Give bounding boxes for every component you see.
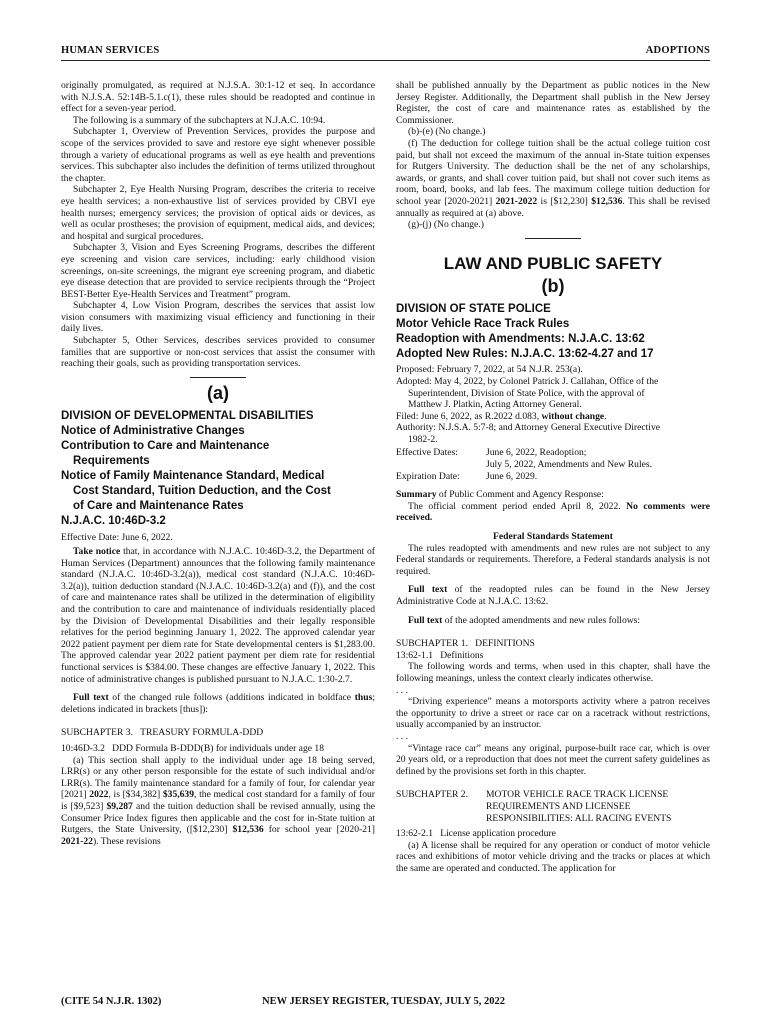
authority-line: Authority: N.J.S.A. 5:7-8; and Attorney General Executive Directive 1982-2. (396, 422, 661, 445)
subchapter-heading: SUBCHAPTER 2. MOTOR VEHICLE RACE TRACK LICENSE REQUIREMENTS AND LICENSEE RESPONSIBILITIES: ALL RACING EVENTS (396, 789, 672, 824)
federal-standards-title: Federal Standards Statement (493, 531, 613, 543)
agency-section-title: LAW AND PUBLIC SAFETY (443, 253, 663, 273)
federal-standards-body: The rules readopted with amendments and new rules are not subject to any Federal standards or requirements. Therefore, a Federal standards analysis is not required. (396, 542, 710, 577)
header-rule (61, 60, 710, 61)
left-column (61, 80, 375, 847)
rule-title: Contribution to Care and Maintenance Requirements (61, 440, 270, 468)
footer-issue: NEW JERSEY REGISTER, TUESDAY, JULY 5, 2022 (262, 996, 506, 1007)
paragraph: Subchapter 2, Eye Health Nursing Program, describes the criteria to receive eye health services; a non-exhaustive list of services provided by CBVI eye health nurses; emergency services; the provision of optical aids or devices, as well as ocular prostheses; the provision of equipment, medical aids, and devices; and hospital and surgical procedures. (61, 184, 375, 242)
ellipsis: . . . (396, 730, 408, 742)
section-heading: 13:62-2.1 License application procedure (396, 828, 556, 840)
section-paragraph: (a) This section shall apply to the individual under age 18 being served, LRR(s) or any other person responsible for the estate of such individual and/or LRR(s). The family maintenance standard for a family of four, for calendar year [2021] 2022, is [$34,382] $35,639, the medical cost standard for a family of four is [$9,523] $9,287 and the tuition deduction shall be revised annually, using the Consumer Price Index figures then applicable and the cost for in-State tuition at Rutgers, the State University, ([$12,230] $12,536 for school year [2020-21] 2021-22). These revisions (61, 754, 376, 847)
subchapter-heading: SUBCHAPTER 3. TREASURY FORMULA-DDD (61, 727, 264, 739)
effective-date: Effective Date: June 6, 2022. (61, 532, 173, 544)
section-separator (525, 238, 581, 239)
paragraph: originally promulgated, as required at N.J.S.A. 30:1-12 et seq. In accordance with N.J.S.A. 52:14B-5.1.c(1), these rules should be readopted and continue in effect for a seven-year period. (61, 80, 375, 115)
notice-heading: Notice of Administrative Changes (61, 425, 245, 438)
paragraph: Subchapter 3, Vision and Eyes Screening Programs, describes the different eye screening and vision care services, including: early childhood vision screenings, on-site screenings, the migrant eye screening program, and diabetic eye disease detection that are provided to service recipients through the “Project BEST-Better Eye-Health Services and Treatment” program. (61, 242, 375, 300)
footer-citation: (CITE 54 N.J.R. 1302) (61, 996, 162, 1007)
section-label-a: (a) (207, 382, 229, 403)
section-paragraph: (a) A license shall be required for any operation or conduct of motor vehicle races and exhibitions of motor vehicle driving and the tracks or places at which the same are operated and conducted. The application for (396, 839, 710, 874)
paragraph: (g)-(j) (No change.) (408, 219, 484, 231)
paragraph: The following is a summary of the subchapters at N.J.A.C. 10:94. (73, 114, 326, 126)
definition: “Driving experience” means a motorsports activity where a patron receives the opportunity to drive a street or race car on a racetrack without restrictions, usually accompanied by an instructor. (396, 696, 710, 731)
paragraph: Subchapter 4, Low Vision Program, describes the services that assist low vision consumers with maximizing visual efficiency and functioning in their daily lives. (61, 300, 375, 335)
proposed-line: Proposed: February 7, 2022, at 54 N.J.R. 253(a). (396, 364, 583, 376)
paragraph: (f) The deduction for college tuition shall be the actual college tuition cost paid, but shall not exceed the maximum of the annual in-State tuition expenses for Rutgers University. The deduction shall be the net of any scholarships, awards, or grants, and shall cover tuition paid, but shall not cover such items as room, board, books, and lab fees. The maximum college tuition deduction for school year [2020-2021] 2021-2022 is [$12,230] $12,536. This shall be revised annually as required at (a) above. (396, 137, 710, 219)
full-text-note: Full text of the adopted amendments and new rules follows: (408, 614, 641, 626)
section-heading: 10:46D-3.2 DDD Formula B-DDD(B) for individuals under age 18 (61, 742, 324, 754)
readoption-heading: Readoption with Amendments: N.J.A.C. 13:62 (396, 333, 645, 346)
ellipsis: . . . (396, 684, 408, 696)
section-separator (190, 377, 246, 378)
division-heading: DIVISION OF DEVELOPMENTAL DISABILITIES (61, 410, 314, 423)
effective-dates: Effective Dates: June 6, 2022, Readoption; July 5, 2022, Amendments and New Rules. Expiration Date: June 6, 2029. (396, 447, 653, 482)
paragraph: Subchapter 5, Other Services, describes services provided to consumer families that are supportive or non-cost services that assist the consumer with reaching their goals, such as providing transportation services. (61, 335, 375, 370)
running-header-right: ADOPTIONS (645, 45, 710, 56)
summary-line: Summary of Public Comment and Agency Response: (396, 489, 604, 501)
adopted-line: Adopted: May 4, 2022, by Colonel Patrick J. Callahan, Office of the Superintendent, Division of State Police, with the approval of Matthew J. Platkin, Acting Attorney General. (396, 375, 659, 411)
paragraph: Subchapter 1, Overview of Prevention Services, provides the purpose and scope of the services provided to save and restore eye sight whenever possible through a variety of educational programs as well as eye health and preventions services. This subchapter also includes the definition of terms utilized throughout the chapter. (61, 126, 375, 184)
citation-heading: N.J.A.C. 10:46D-3.2 (61, 515, 166, 528)
definitions-intro: The following words and terms, when used in this chapter, shall have the following meanings, unless the context clearly indicates otherwise. (396, 661, 710, 684)
full-text-note: Full text of the readopted rules can be found in the New Jersey Administrative Code at N.J.A.C. 13:62. (396, 584, 710, 607)
running-header-left: HUMAN SERVICES (61, 45, 160, 56)
section-heading: 13:62-1.1 Definitions (396, 649, 484, 661)
paragraph: shall be published annually by the Department as public notices in the New Jersey Register. Additionally, the Department shall publish in the New Jersey Register, the cost of care and maintenance rates as established by the Commissioner. (396, 80, 710, 126)
full-text-note: Full text of the changed rule follows (additions indicated in boldface thus; deletions indicated in brackets [thus]): (61, 692, 375, 715)
section-label-b: (b) (541, 275, 565, 296)
subchapter-heading: SUBCHAPTER 1. DEFINITIONS (396, 638, 535, 650)
paragraph: (b)-(e) (No change.) (408, 126, 486, 138)
definition: “Vintage race car” means any original, purpose-built race car, which is over 20 years old, or a reproduction that does not meet the current safety guidelines as defined by the provisions set forth in this chapter. (396, 742, 710, 777)
rule-title: Motor Vehicle Race Track Rules (396, 318, 570, 331)
rule-title: Notice of Family Maintenance Standard, Medical Cost Standard, Tuition Deduction, and the Cost of Care and Maintenance Rates (61, 470, 331, 513)
right-column (396, 80, 710, 874)
comment-line: The official comment period ended April 8, 2022. No comments were received. (396, 500, 710, 524)
new-rules-heading: Adopted New Rules: N.J.A.C. 13:62-4.27 and 17 (396, 348, 654, 361)
filed-line: Filed: June 6, 2022, as R.2022 d.083, without change. (396, 410, 607, 422)
notice-paragraph: Take notice that, in accordance with N.J.A.C. 10:46D-3.2, the Department of Human Services (Department) announces that the following family maintenance standard (N.J.A.C. 10:46D-3.2(a)), medical cost standard (N.J.A.C. 10:46D-3.2(a)), tuition deduction standard (N.J.A.C. 10:46D-3.2(a) and (f)), and the cost of care and maintenance rates shall be utilized in the determination of eligibility and the contribution to care and maintenance of individuals residentially placed by the Division of Developmental Disabilities and their legally responsible relatives for the period beginning January 1, 2022. The approved calendar year 2022 patient payment per diem rate for State developmental centers is $1,283.00. The approved calendar year 2022 patient payment per diem rate for residential functional services is $384.00. These changes are effective January 1, 2022. This notice of administrative changes is published pursuant to N.J.A.C. 1:30-2.7. (61, 546, 375, 685)
division-heading: DIVISION OF STATE POLICE (396, 303, 551, 316)
